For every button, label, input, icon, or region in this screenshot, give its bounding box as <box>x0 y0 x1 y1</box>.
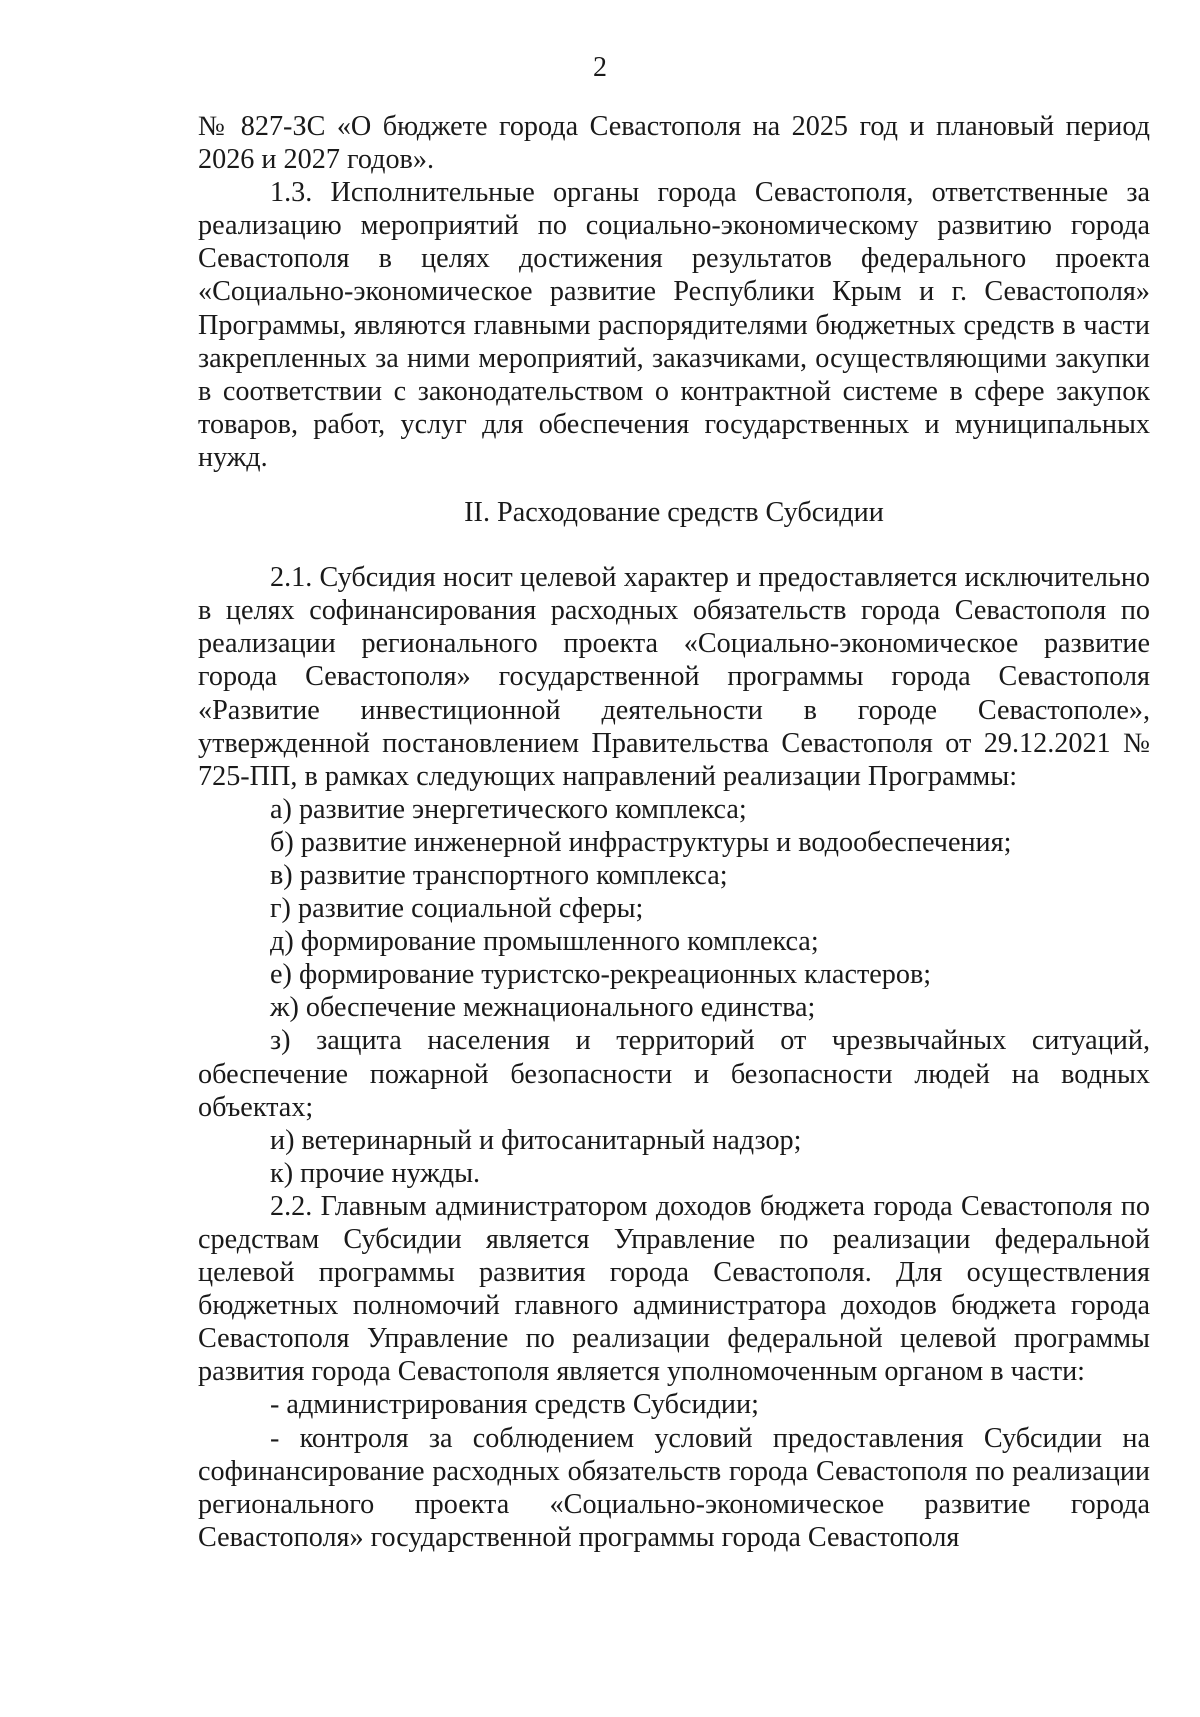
list-item-a: а) развитие энергетического комплекса; <box>270 793 747 825</box>
paragraph-1-3: 1.3. Исполнительные органы города Севастополя, ответственные за реализацию мероприятий по социально-экономическому развитию города Севастополя в целях достижения результатов федерального проекта «Социально-экономическое развитие Республики Крым и г. Севастополя» Программы, являются главными распорядителями бюджетных средств в части закрепленных за ними мероприятий, заказчиками, осуществляющими закупки в соответствии с законодательством о контрактной системе в сфере закупок товаров, работ, услуг для обеспечения государственных и муниципальных нужд. <box>198 177 1150 473</box>
page-number: 2 <box>593 52 607 83</box>
document-body <box>198 110 1150 1554</box>
list-item-k: к) прочие нужды. <box>270 1157 481 1189</box>
dash-item-administration: - администрирования средств Субсидии; <box>270 1389 759 1421</box>
list-item-i: и) ветеринарный и фитосанитарный надзор; <box>270 1124 802 1156</box>
dash-item-control: - контроля за соблюдением условий предоставления Субсидии на софинансирование расходных обязательств города Севастополя по реализации регионального проекта «Социально-экономическое развитие города Севастополя» государственной программы города Севастополя <box>198 1422 1150 1553</box>
list-item-z: з) защита населения и территорий от чрезвычайных ситуаций, обеспечение пожарной безопасности и безопасности людей на водных объектах; <box>198 1025 1150 1123</box>
list-item-d: д) формирование промышленного комплекса; <box>270 926 819 958</box>
list-item-b: б) развитие инженерной инфраструктуры и водообеспечения; <box>270 826 1012 858</box>
list-item-e: е) формирование туристско-рекреационных кластеров; <box>270 959 932 991</box>
list-item-v: в) развитие транспортного комплекса; <box>270 859 728 891</box>
paragraph-2-2: 2.2. Главным администратором доходов бюджета города Севастополя по средствам Субсидии является Управление по реализации федеральной целевой программы развития города Севастополя. Для осуществления бюджетных полномочий главного администратора доходов бюджета города Севастополя Управление по реализации федеральной целевой программы развития города Севастополя является уполномоченным органом в части: <box>198 1190 1150 1388</box>
paragraph-2-1: 2.1. Субсидия носит целевой характер и предоставляется исключительно в целях софинансирования расходных обязательств города Севастополя по реализации регионального проекта «Социально-экономическое развитие города Севастополя» государственной программы города Севастополя «Развитие инвестиционной деятельности в городе Севастополе», утвержденной постановлением Правительства Севастополя от 29.12.2021 № 725-ПП, в рамках следующих направлений реализации Программы: <box>198 562 1150 792</box>
section-heading: II. Расходование средств Субсидии <box>464 497 884 529</box>
paragraph-law-reference: № 827-ЗС «О бюджете города Севастополя на 2025 год и плановый период 2026 и 2027 годов». <box>198 111 1150 176</box>
list-item-zh: ж) обеспечение межнационального единства; <box>270 992 816 1024</box>
list-item-g: г) развитие социальной сферы; <box>270 893 644 925</box>
